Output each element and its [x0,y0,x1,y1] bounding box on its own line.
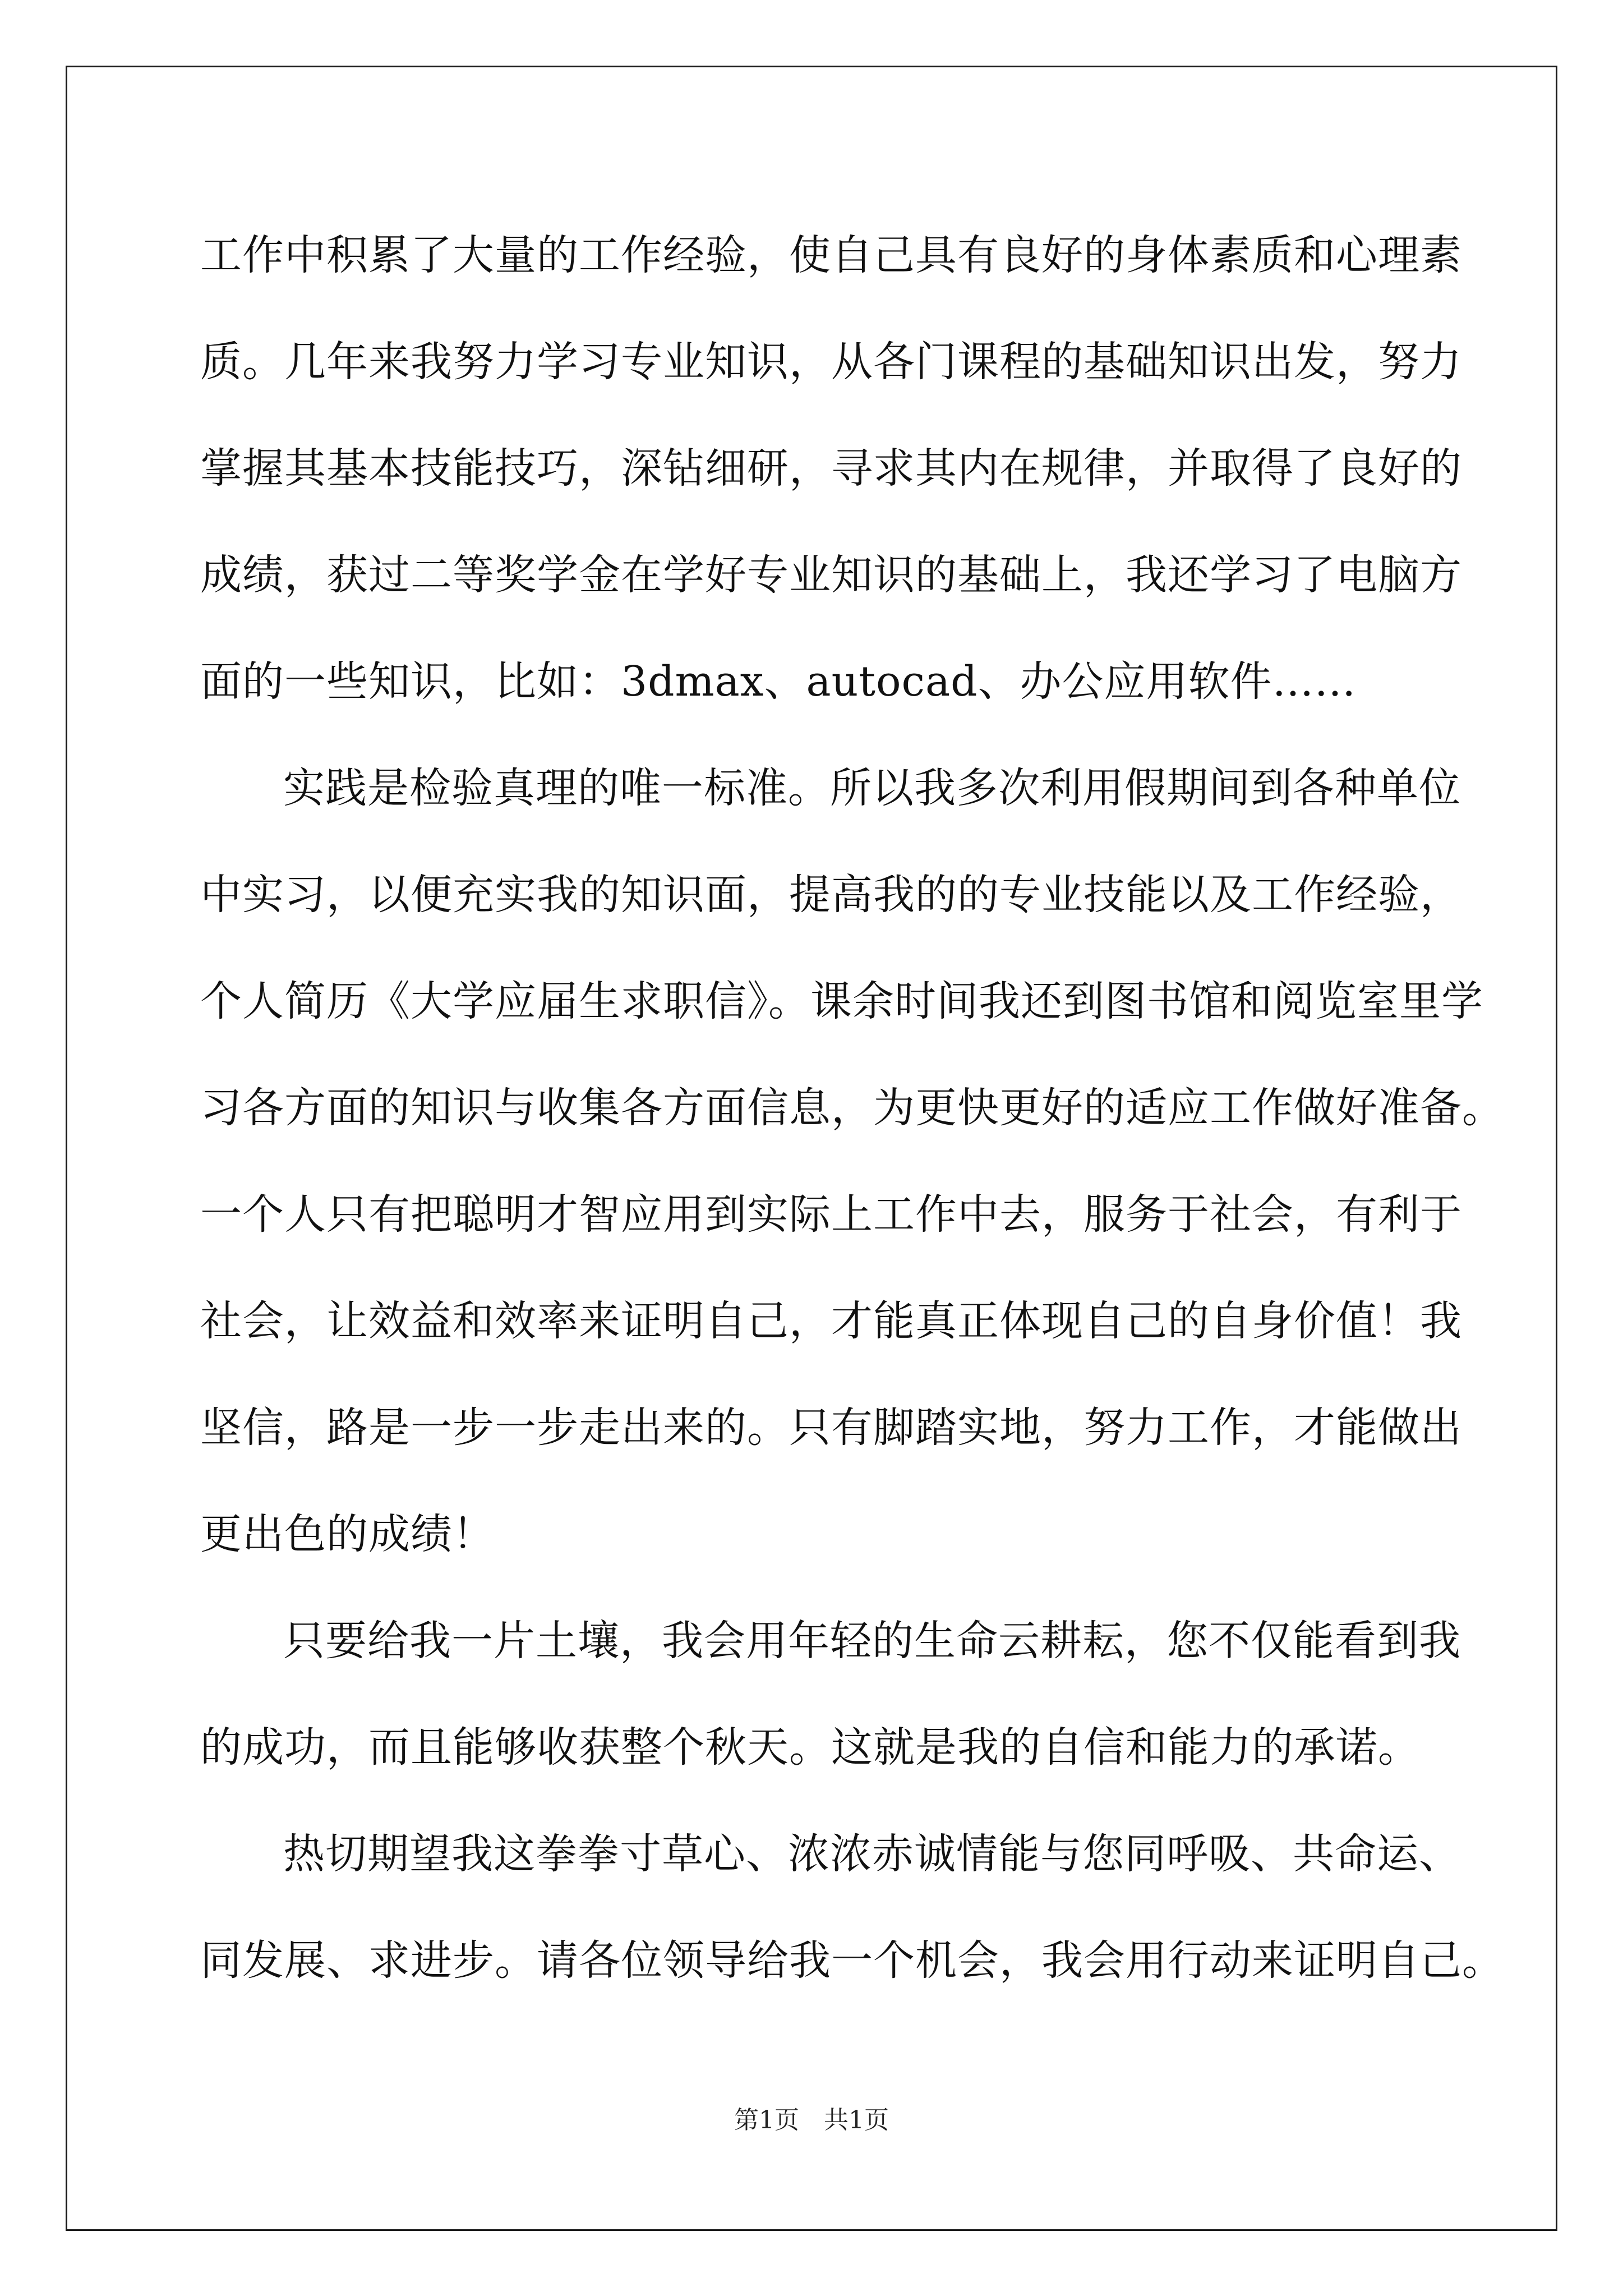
text-line: 成绩，获过二等奖学金在学好专业知识的基础上，我还学习了电脑方 [200,551,1462,599]
text-line: 工作中积累了大量的工作经验，使自己具有良好的身体素质和心理素 [200,231,1462,279]
text-line: 社会，让效益和效率来证明自己，才能真正体现自己的自身价值！我 [200,1297,1462,1345]
paragraph-2 [200,735,1504,1588]
text-line: 更出色的成绩！ [200,1510,495,1558]
paragraph-4 [200,1801,1504,2014]
document-body [200,202,1504,2014]
text-line: 热切期望我这拳拳寸草心、浓浓赤诚情能与您同呼吸、共命运、 [283,1830,1461,1878]
text-line: 的成功，而且能够收获整个秋天。这就是我的自信和能力的承诺。 [200,1723,1420,1772]
paragraph-3 [200,1588,1461,1801]
text-line: 习各方面的知识与收集各方面信息，为更快更好的适应工作做好准备。 [200,1084,1504,1132]
text-line: 只要给我一片土壤，我会用年轻的生命云耕耘，您不仅能看到我 [283,1617,1461,1665]
text-line: 掌握其基本技能技巧，深钻细研，寻求其内在规律，并取得了良好的 [200,444,1462,493]
text-line: 一个人只有把聪明才智应用到实际上工作中去，服务于社会，有利于 [200,1190,1462,1239]
text-line: 实践是检验真理的唯一标准。所以我多次利用假期间到各种单位 [283,764,1461,812]
text-line: 中实习，以便充实我的知识面，提高我的的专业技能以及工作经验， [200,871,1462,919]
text-line: 个人简历《大学应届生求职信》。课余时间我还到图书馆和阅览室里学 [200,977,1483,1025]
text-line: 质。几年来我努力学习专业知识，从各门课程的基础知识出发，努力 [200,338,1462,386]
page-footer [0,2104,1623,2137]
text-line: 同发展、求进步。请各位领导给我一个机会，我会用行动来证明自己。 [200,1936,1504,1985]
paragraph-1 [200,202,1462,735]
text-line: 坚信，路是一步一步走出来的。只有脚踏实地，努力工作，才能做出 [200,1404,1462,1452]
page-number-label: 第1页 共1页 [734,2106,889,2134]
text-line: 面的一些知识，比如：3dmax、autocad、办公应用软件…… [200,657,1357,706]
